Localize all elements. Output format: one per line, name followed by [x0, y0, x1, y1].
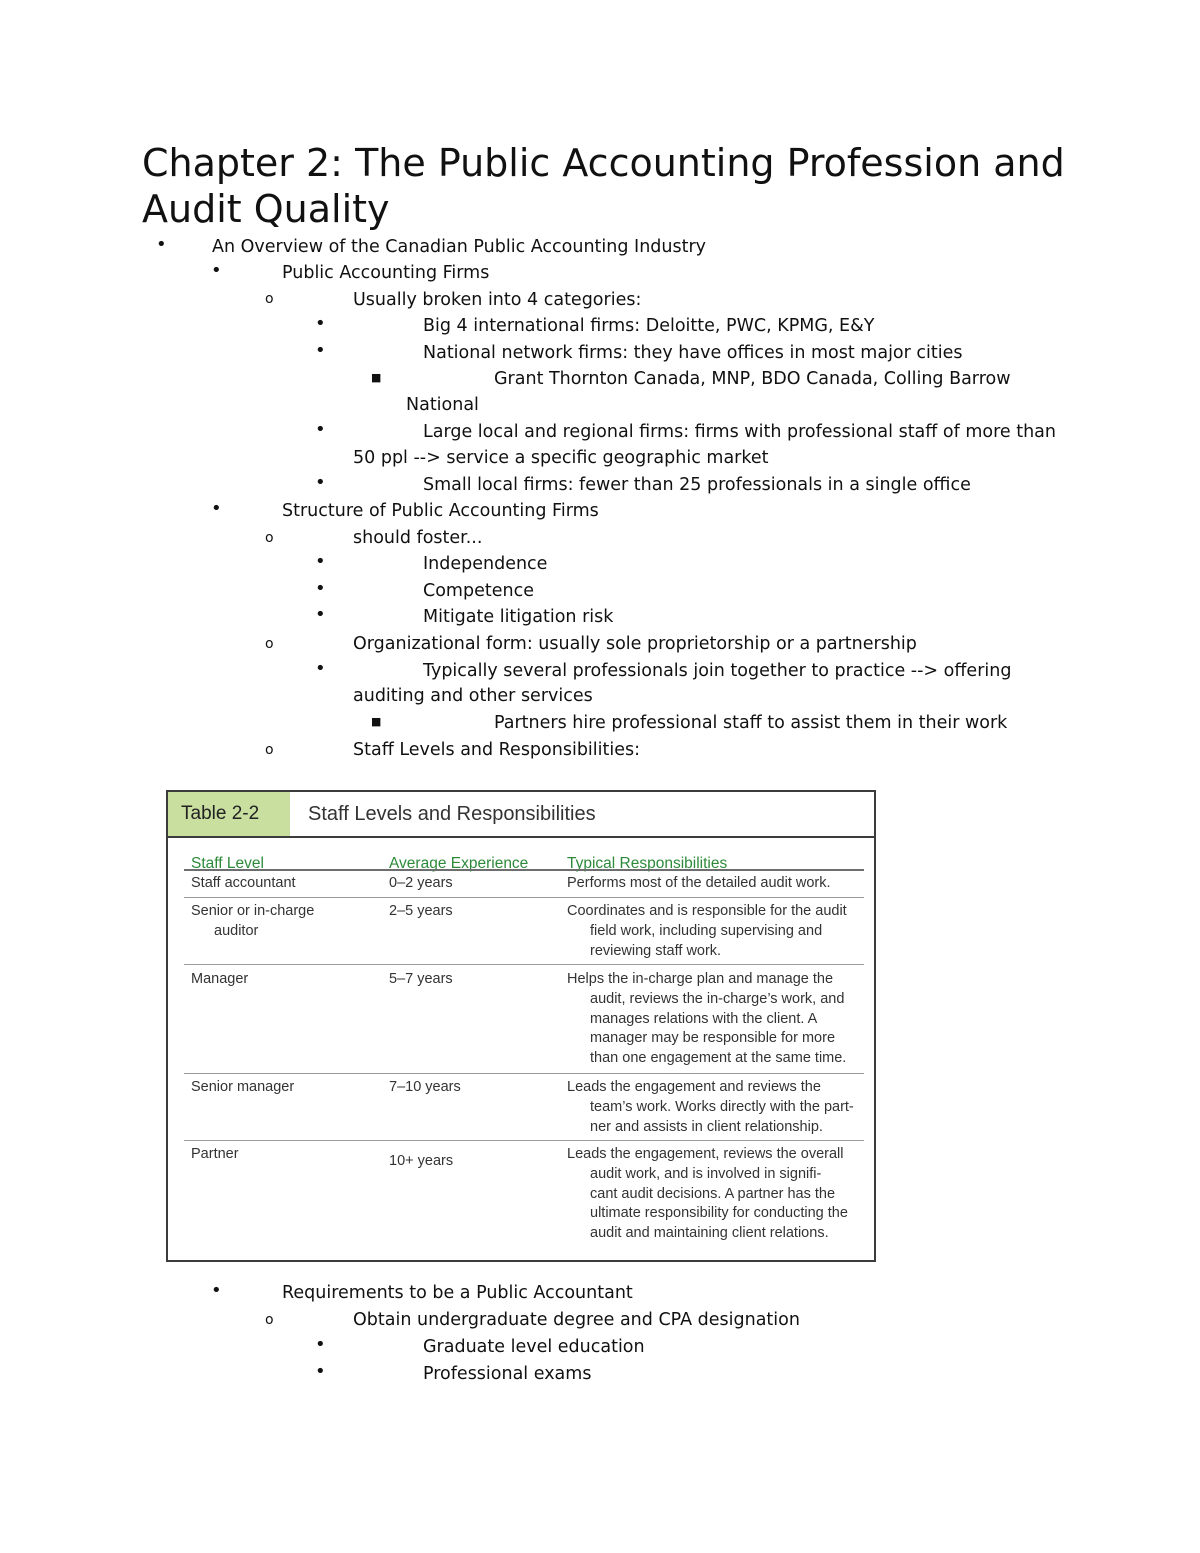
table-cell-experience: 10+ years [389, 1153, 454, 1169]
outline-item: Public Accounting Firms [282, 263, 490, 283]
outline-item: Small local firms: fewer than 25 professionals in a single office [423, 475, 971, 495]
bullet-icon: • [315, 1334, 326, 1355]
table-cell-experience: 5–7 years [389, 971, 453, 987]
row-divider [184, 964, 864, 965]
table-cell-level: Senior manager [191, 1079, 295, 1095]
table-cell-experience: 7–10 years [389, 1079, 461, 1095]
outline-item-continued: National [406, 395, 479, 415]
outline-item: Usually broken into 4 categories: [353, 290, 642, 310]
circle-bullet-icon: o [265, 530, 274, 546]
outline-item: Big 4 international firms: Deloitte, PWC, KPMG, E&Y [423, 316, 875, 336]
bullet-icon: • [315, 313, 326, 334]
outline-item: Graduate level education [423, 1337, 645, 1357]
circle-bullet-icon: o [265, 742, 274, 758]
square-bullet-icon: ■ [371, 371, 382, 384]
bullet-icon: • [211, 260, 222, 281]
outline-item: National network firms: they have offices in most major cities [423, 343, 963, 363]
outline-item: Structure of Public Accounting Firms [282, 501, 599, 521]
outline-item: Grant Thornton Canada, MNP, BDO Canada, Colling Barrow [494, 369, 1011, 389]
outline-item: Staff Levels and Responsibilities: [353, 740, 641, 760]
circle-bullet-icon: o [265, 1312, 274, 1328]
square-bullet-icon: ■ [371, 715, 382, 728]
outline-item: should foster... [353, 528, 483, 548]
table-cell-level: Staff accountant [191, 875, 296, 891]
table-cell-responsibilities: Coordinates and is responsible for the audit field work, including supervising and reviewing staff work. [567, 903, 847, 959]
bullet-icon: • [315, 340, 326, 361]
outline-item: Large local and regional firms: firms with professional staff of more than [423, 422, 1056, 442]
row-divider [184, 897, 864, 898]
row-divider [184, 1140, 864, 1141]
outline-item: Requirements to be a Public Accountant [282, 1283, 633, 1303]
table-cell-responsibilities: Performs most of the detailed audit work. [567, 875, 831, 891]
bullet-icon: • [315, 551, 326, 572]
outline-item: Independence [423, 554, 548, 574]
bullet-icon: • [315, 1361, 326, 1382]
outline-item-continued: 50 ppl --> service a specific geographic market [353, 448, 769, 468]
bullet-icon: • [315, 578, 326, 599]
column-header-typical-responsibilities: Typical Responsibilities [567, 855, 728, 872]
outline-item: An Overview of the Canadian Public Accounting Industry [212, 237, 707, 257]
outline-item: Typically several professionals join together to practice --> offering [423, 661, 1012, 681]
table-cell-experience: 0–2 years [389, 875, 453, 891]
table-cell-responsibilities: Leads the engagement, reviews the overall audit work, and is involved in signifi- cant audit decisions. A partner has the ultimate responsibility for conducting the audit and maintaining client relations. [567, 1146, 848, 1242]
bullet-icon: • [315, 472, 326, 493]
bullet-icon: • [156, 234, 167, 255]
table-title: Staff Levels and Responsibilities [308, 803, 596, 825]
table-number: Table 2-2 [168, 792, 290, 836]
column-header-staff-level: Staff Level [191, 855, 264, 872]
row-divider [184, 1073, 864, 1074]
table-cell-level: Senior or in-charge auditor [191, 903, 315, 939]
table-cell-level: Partner [191, 1146, 239, 1162]
column-header-average-experience: Average Experience [389, 855, 529, 872]
outline-item: Professional exams [423, 1364, 592, 1384]
circle-bullet-icon: o [265, 636, 274, 652]
bullet-icon: • [211, 498, 222, 519]
bullet-icon: • [211, 1280, 222, 1301]
table-header-bar [168, 792, 874, 838]
circle-bullet-icon: o [265, 291, 274, 307]
bullet-icon: • [315, 658, 326, 679]
outline-item: Organizational form: usually sole proprietorship or a partnership [353, 634, 917, 654]
outline-item: Obtain undergraduate degree and CPA designation [353, 1310, 800, 1330]
outline-item: Competence [423, 581, 534, 601]
bullet-icon: • [315, 604, 326, 625]
table-cell-experience: 2–5 years [389, 903, 453, 919]
page-title: Chapter 2: The Public Accounting Profession and Audit Quality [142, 141, 1065, 231]
table-cell-level: Manager [191, 971, 249, 987]
outline-item-continued: auditing and other services [353, 686, 593, 706]
outline-item: Mitigate litigation risk [423, 607, 614, 627]
table-cell-responsibilities: Helps the in-charge plan and manage the audit, reviews the in-charge’s work, and manages relations with the client. A manager may be responsible for more than one engagement at the same time. [567, 971, 847, 1067]
table-header-rule [184, 869, 864, 871]
outline-item: Partners hire professional staff to assist them in their work [494, 713, 1008, 733]
table-cell-responsibilities: Leads the engagement and reviews the team’s work. Works directly with the part- ner and assists in client relationship. [567, 1079, 854, 1135]
bullet-icon: • [315, 419, 326, 440]
